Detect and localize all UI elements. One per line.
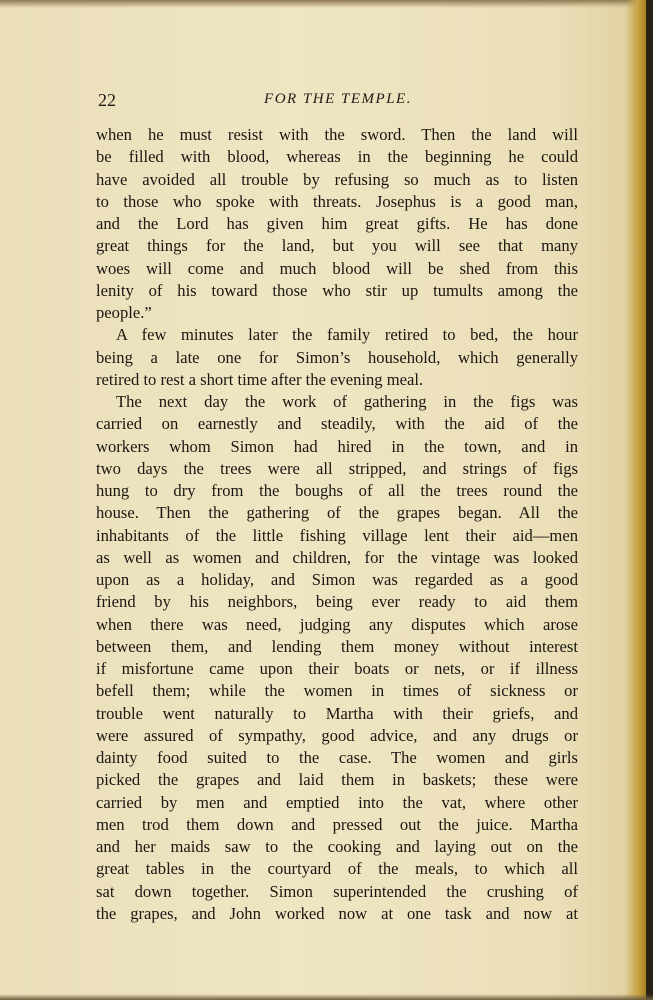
text-line: upon as a holiday, and Simon was regarded as a good — [96, 570, 578, 589]
text-line: carried on earnestly and steadily, with the aid of the — [96, 414, 578, 434]
page-top-edge — [0, 0, 653, 8]
text-line: to those who spoke with threats. Josephus is a good man, — [96, 191, 578, 211]
text-line: and the Lord has given him great gifts. He has done — [96, 214, 578, 233]
text-line: A few minutes later the family retired to bed, the hour — [116, 325, 578, 345]
text-line: dainty food suited to the case. The women and girls — [96, 748, 578, 767]
text-line: the grapes, and John worked now at one task and now at — [96, 903, 578, 923]
book-spine-edge — [625, 0, 653, 1000]
page-number: 22 — [98, 90, 116, 110]
text-line: hung to dry from the boughs of all the trees round the — [96, 481, 578, 500]
text-line: were assured of sympathy, good advice, and any drugs or — [96, 725, 578, 745]
text-line: great tables in the courtyard of the meals, to which all — [96, 859, 578, 879]
text-line: being a late one for Simon’s household, which generally — [96, 347, 578, 367]
text-line: have avoided all trouble by refusing so much as to listen — [96, 169, 578, 189]
text-line: as well as women and children, for the vintage was looked — [96, 547, 578, 567]
text-line: lenity of his toward those who stir up tumults among the — [96, 280, 578, 300]
text-line: and her maids saw to the cooking and laying out on the — [96, 837, 578, 856]
text-line: picked the grapes and laid them in baskets; these were — [96, 770, 578, 790]
text-line: great things for the land, but you will see that many — [96, 236, 578, 256]
text-line: when he must resist with the sword. Then the land will — [96, 125, 578, 144]
text-line: when there was need, judging any disputes which arose — [96, 614, 578, 634]
text-line: be filled with blood, whereas in the beginning he could — [96, 147, 578, 167]
text-line: house. Then the gathering of the grapes began. All the — [96, 503, 578, 523]
text-line: between them, and lending them money without interest — [96, 636, 578, 656]
spine-shadow — [646, 0, 653, 1000]
text-line: men trod them down and pressed out the juice. Martha — [96, 814, 578, 834]
page-bottom-edge — [0, 994, 653, 1000]
text-line: carried by men and emptied into the vat, where other — [96, 792, 578, 812]
text-line: two days the trees were all stripped, and strings of figs — [96, 458, 578, 478]
page-header — [98, 90, 578, 114]
body-text — [96, 124, 578, 925]
text-line: people.” — [96, 303, 152, 322]
text-line: befell them; while the women in times of sickness or — [96, 681, 578, 701]
text-line: retired to rest a short time after the evening meal. — [96, 369, 424, 389]
text-line: sat down together. Simon superintended the crushing of — [96, 881, 578, 901]
text-line: workers whom Simon had hired in the town, and in — [96, 436, 578, 456]
text-line: if misfortune came upon their boats or nets, or if illness — [96, 659, 578, 678]
text-line: friend by his neighbors, being ever ready to aid them — [96, 592, 578, 612]
text-line: The next day the work of gathering in the figs was — [116, 392, 578, 411]
text-line: trouble went naturally to Martha with their griefs, and — [96, 703, 578, 723]
text-line: inhabitants of the little fishing village lent their aid—men — [96, 525, 578, 545]
running-title: FOR THE TEMPLE. — [264, 91, 412, 107]
text-line: woes will come and much blood will be shed from this — [96, 258, 578, 278]
